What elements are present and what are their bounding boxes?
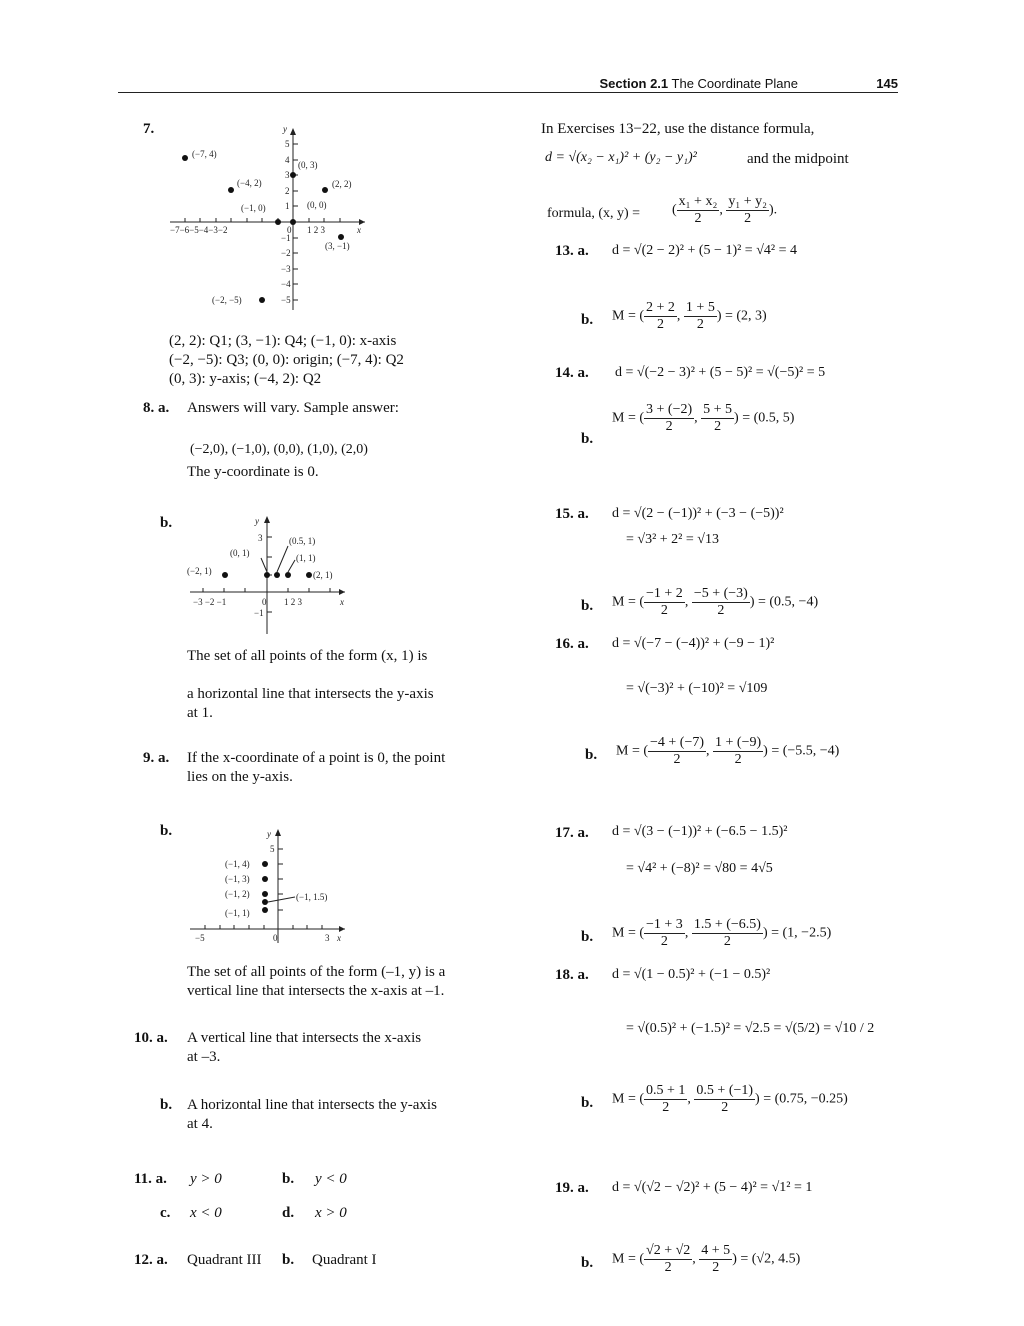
exercise-12b-number: b.: [282, 1252, 295, 1268]
exercise-15a-number: 15. a.: [555, 506, 589, 522]
label-0-1: (0, 1): [230, 548, 250, 558]
exercise-7-number: 7.: [143, 121, 155, 137]
ex11b-answer: y < 0: [315, 1171, 347, 1187]
label-0-0: (0, 0): [307, 200, 327, 210]
eq-label: M =: [612, 925, 640, 941]
ex19b-equation: M = ( $\frac{√2 + √2}{2}$ , $\frac{4 + 5}{2}$ ) = (√2, 4.5): [612, 1243, 801, 1275]
label-2-1: (2, 1): [313, 570, 333, 580]
num-2: 0.5 + (−1): [696, 1083, 754, 1098]
label-05-1: (0.5, 1): [289, 536, 316, 546]
label-m2-m5: (−2, −5): [212, 295, 242, 305]
y-tick-m5: −5: [281, 295, 291, 305]
den-1: 2: [664, 1260, 672, 1275]
page-header: [118, 76, 898, 93]
ex8a-text-3: The y-coordinate is 0.: [187, 464, 319, 480]
x-tick-labels-positive: 1 2 3: [284, 597, 302, 607]
exercise-17a-number: 17. a.: [555, 825, 589, 841]
den-2: 2: [714, 419, 722, 434]
label-m4-2: (−4, 2): [237, 178, 262, 188]
den-1: 2: [665, 419, 673, 434]
exercise-19a-number: 19. a.: [555, 1180, 589, 1196]
num-2: 4 + 5: [701, 1243, 731, 1258]
exercise-10a-number: 10. a.: [134, 1030, 168, 1046]
num-1: √2 + √2: [646, 1243, 691, 1258]
den-1: 2: [662, 1100, 670, 1115]
exercise-13b-number: b.: [581, 312, 594, 328]
section-title: Section 2.1 The Coordinate Plane: [599, 76, 798, 91]
ex13b-equation: M = ( $\frac{2 + 2}{2}$ , $\frac{1 + 5}{2}$ ) = (2, 3): [612, 300, 767, 332]
page-number: 145: [876, 76, 898, 91]
origin-label: 0: [287, 225, 292, 235]
ex17a-equation-2: = √4² + (−8)² = √80 = 4√5: [626, 861, 773, 876]
ex8b-text-2: a horizontal line that intersects the y-axis: [187, 686, 434, 702]
eq-label: M =: [612, 1251, 640, 1267]
exercise-14a-number: 14. a.: [555, 365, 589, 381]
ex8a-text-1: Answers will vary. Sample answer:: [187, 400, 399, 416]
exercise-17b-number: b.: [581, 929, 594, 945]
point-0-3: [290, 172, 296, 178]
result: = (0.5, −4): [758, 594, 819, 610]
mid-num-2: y₁ + y₂: [728, 194, 768, 209]
mid-den-1: 2: [694, 211, 702, 226]
exercise-16b-number: b.: [585, 747, 598, 763]
result: = (0.5, 5): [742, 410, 795, 426]
eq-label: M =: [616, 743, 644, 759]
y-tick-m1: −1: [281, 233, 291, 243]
num-1: −4 + (−7): [650, 735, 705, 750]
result: = (−5.5, −4): [771, 743, 840, 759]
ex8b-text-3: at 1.: [187, 705, 213, 721]
label-2-2: (2, 2): [332, 179, 352, 189]
ex9a-text-1: If the x-coordinate of a point is 0, the point: [187, 750, 446, 766]
point-m4-2: [228, 187, 234, 193]
num-1: 2 + 2: [646, 300, 675, 315]
label-3-m1: (3, −1): [325, 241, 350, 251]
ex7-line-2: (−2, −5): Q3; (0, 0): origin; (−7, 4): Q2: [169, 352, 404, 368]
num-1: −1 + 2: [646, 586, 683, 601]
y-tick-m1: −1: [254, 608, 264, 618]
ex14a-equation: d = √(−2 − 3)² + (5 − 5)² = √(−5)² = 5: [615, 365, 826, 380]
ex15a-equation-2: = √3² + 2² = √13: [626, 532, 719, 547]
exercise-9b-number: b.: [160, 823, 173, 839]
point-m2-m5: [259, 297, 265, 303]
den-2: 2: [717, 603, 725, 618]
label-m1-2: (−1, 2): [225, 889, 250, 899]
ex11d-answer: x > 0: [315, 1205, 347, 1221]
x-tick-labels: −3 −2 −1: [193, 597, 227, 607]
num-1: −1 + 3: [646, 917, 683, 932]
y-axis-label: y: [255, 516, 259, 526]
den-2: 2: [712, 1260, 720, 1275]
y-tick-m4: −4: [281, 279, 291, 289]
exercise-10b-number: b.: [160, 1097, 173, 1113]
den-2: 2: [696, 317, 704, 332]
label-m1-1: (−1, 1): [225, 908, 250, 918]
exercise-8b-number: b.: [160, 515, 173, 531]
ex16a-equation-2: = √(−3)² + (−10)² = √109: [626, 681, 768, 696]
ex12b-answer: Quadrant I: [312, 1252, 377, 1268]
exercise-9a-number: 9. a.: [143, 750, 170, 766]
ex10b-text-2: at 4.: [187, 1116, 213, 1132]
mid-den-2: 2: [744, 211, 752, 226]
ex17a-equation-1: d = √(3 − (−1))² + (−6.5 − 1.5)²: [612, 824, 788, 839]
exercise-8a-number: 8. a.: [143, 400, 170, 416]
exercise-19b-number: b.: [581, 1255, 594, 1271]
ex15b-equation: M = ( $\frac{-1 + 2}{2}$ , $\frac{-5 + (-3)}{2}$ ) = (0.5, −4): [612, 586, 819, 618]
eq-label: M =: [612, 594, 640, 610]
result: = (1, −2.5): [771, 925, 832, 941]
den-1: 2: [656, 317, 664, 332]
point-2-2: [322, 187, 328, 193]
exercise-7-graph: [165, 120, 375, 315]
ex10a-text-2: at –3.: [187, 1049, 221, 1065]
y-tick-2: 2: [285, 186, 290, 196]
y-tick-1: 1: [285, 201, 290, 211]
point-m7-4: [182, 155, 188, 161]
num-2: 1 + 5: [685, 300, 715, 315]
ex7-line-3: (0, 3): y-axis; (−4, 2): Q2: [169, 371, 322, 387]
midpoint-formula: ( $\frac{\text{x₁ + x₂}}{2}$ , $\frac{\text{y₁ + y₂}}{2}$ ).: [672, 194, 778, 226]
x-tick-3: 3: [325, 933, 330, 943]
ex9a-text-2: lies on the y-axis.: [187, 769, 293, 785]
ex15a-equation-1: d = √(2 − (−1))² + (−3 − (−5))²: [612, 506, 784, 521]
den-1: 2: [673, 752, 681, 767]
ex13a-equation: d = √(2 − 2)² + (5 − 1)² = √4² = 4: [612, 243, 797, 258]
intro-line-1: In Exercises 13−22, use the distance formula,: [541, 121, 815, 137]
exercise-11b-number: b.: [282, 1171, 295, 1187]
x-axis-label: x: [340, 597, 344, 607]
exercise-13a-number: 13. a.: [555, 243, 589, 259]
label-m1-3: (−1, 3): [225, 874, 250, 884]
exercise-14b-number: b.: [581, 431, 594, 447]
ex18a-equation-2: = √(0.5)² + (−1.5)² = √2.5 = √(5/2) = √10 / 2: [626, 1021, 875, 1036]
den-1: 2: [660, 603, 668, 618]
ex17b-equation: M = ( $\frac{-1 + 3}{2}$ , $\frac{1.5 + (-6.5)}{2}$ ) = (1, −2.5): [612, 917, 832, 949]
ex18a-equation-1: d = √(1 − 0.5)² + (−1 − 0.5)²: [612, 967, 771, 982]
y-tick-m3: −3: [281, 264, 291, 274]
x-tick-labels: −7−6−5−4−3−2: [170, 225, 228, 235]
origin-label: 0: [262, 597, 267, 607]
ex16a-equation-1: d = √(−7 − (−4))² + (−9 − 1)²: [612, 636, 775, 651]
y-tick-m2: −2: [281, 248, 291, 258]
ex7-line-1: (2, 2): Q1; (3, −1): Q4; (−1, 0): x-axis: [169, 333, 397, 349]
ex11c-answer: x < 0: [190, 1205, 222, 1221]
ex14b-equation: M = ( $\frac{3 + (-2)}{2}$ , $\frac{5 + 5}{2}$ ) = (0.5, 5): [612, 402, 795, 434]
result: = (2, 3): [725, 308, 767, 324]
ex8a-points: (−2,0), (−1,0), (0,0), (1,0), (2,0): [190, 442, 368, 457]
y-tick-3: 3: [258, 533, 263, 543]
point-3-m1: [338, 234, 344, 240]
num-2: −5 + (−3): [693, 586, 748, 601]
ex16b-equation: M = ( $\frac{-4 + (-7)}{2}$ , $\frac{1 + (-9)}{2}$ ) = (−5.5, −4): [616, 735, 840, 767]
exercise-11d-number: d.: [282, 1205, 295, 1221]
ex18b-equation: M = ( $\frac{0.5 + 1}{2}$ , $\frac{0.5 + (-1)}{2}$ ) = (0.75, −0.25): [612, 1083, 848, 1115]
ex19a-equation: d = √(√2 − √2)² + (5 − 4)² = √1² = 1: [612, 1180, 813, 1195]
num-2: 5 + 5: [703, 402, 733, 417]
num-2: 1 + (−9): [715, 735, 762, 750]
label-0-3: (0, 3): [298, 160, 318, 170]
ex12a-answer: Quadrant III: [187, 1252, 262, 1268]
label-m1-0: (−1, 0): [241, 203, 266, 213]
x-tick-m5: −5: [195, 933, 205, 943]
exercise-15b-number: b.: [581, 598, 594, 614]
midpoint-formula-label: formula, (x, y) =: [547, 206, 641, 221]
y-axis-label: y: [283, 124, 287, 134]
exercise-18b-number: b.: [581, 1095, 594, 1111]
point-m1-0: [275, 219, 281, 225]
ex10a-text-1: A vertical line that intersects the x-axis: [187, 1030, 422, 1046]
mid-num-1: x₁ + x₂: [678, 194, 718, 209]
label-m1-15: (−1, 1.5): [296, 892, 328, 902]
distance-formula: d = √(x₂ − x₁)² + (y₂ − y₁)²: [545, 150, 697, 165]
origin-label: 0: [273, 933, 278, 943]
label-m2-1: (−2, 1): [187, 566, 212, 576]
y-tick-5: 5: [285, 139, 290, 149]
den-2: 2: [734, 752, 742, 767]
point-0-0: [290, 219, 296, 225]
eq-label: M =: [612, 1091, 640, 1107]
ex9b-text-2: vertical line that intersects the x-axis at –1.: [187, 983, 445, 999]
den-2: 2: [723, 934, 731, 949]
den-1: 2: [660, 934, 668, 949]
exercise-9b-graph: [185, 825, 355, 945]
num-1: 3 + (−2): [646, 402, 693, 417]
x-axis-label: x: [337, 933, 341, 943]
result: = (0.75, −0.25): [763, 1091, 848, 1107]
x-tick-labels-positive: 1 2 3: [307, 225, 325, 235]
exercise-16a-number: 16. a.: [555, 636, 589, 652]
ex11a-answer: y > 0: [190, 1171, 222, 1187]
exercise-11a-number: 11. a.: [134, 1171, 167, 1187]
exercise-11c-number: c.: [160, 1205, 171, 1221]
result: = (√2, 4.5): [740, 1251, 801, 1267]
ex10b-text-1: A horizontal line that intersects the y-axis: [187, 1097, 437, 1113]
exercise-12a-number: 12. a.: [134, 1252, 168, 1268]
label-m1-4: (−1, 4): [225, 859, 250, 869]
y-tick-3: 3: [285, 170, 290, 180]
eq-label: M =: [612, 308, 640, 324]
den-2: 2: [721, 1100, 729, 1115]
intro-line-2: and the midpoint: [747, 151, 849, 167]
label-m7-4: (−7, 4): [192, 149, 217, 159]
exercise-8b-graph: [185, 512, 355, 637]
ex8b-text-1: The set of all points of the form (x, 1) is: [187, 648, 428, 664]
eq-label: M =: [612, 410, 640, 426]
ex9b-text-1: The set of all points of the form (–1, y) is a: [187, 964, 446, 980]
num-2: 1.5 + (−6.5): [693, 917, 761, 932]
y-tick-5: 5: [270, 844, 275, 854]
exercise-18a-number: 18. a.: [555, 967, 589, 983]
x-axis-label: x: [357, 225, 361, 235]
y-tick-4: 4: [285, 155, 290, 165]
label-1-1: (1, 1): [296, 553, 316, 563]
y-axis-label: y: [267, 829, 271, 839]
num-1: 0.5 + 1: [646, 1083, 686, 1098]
